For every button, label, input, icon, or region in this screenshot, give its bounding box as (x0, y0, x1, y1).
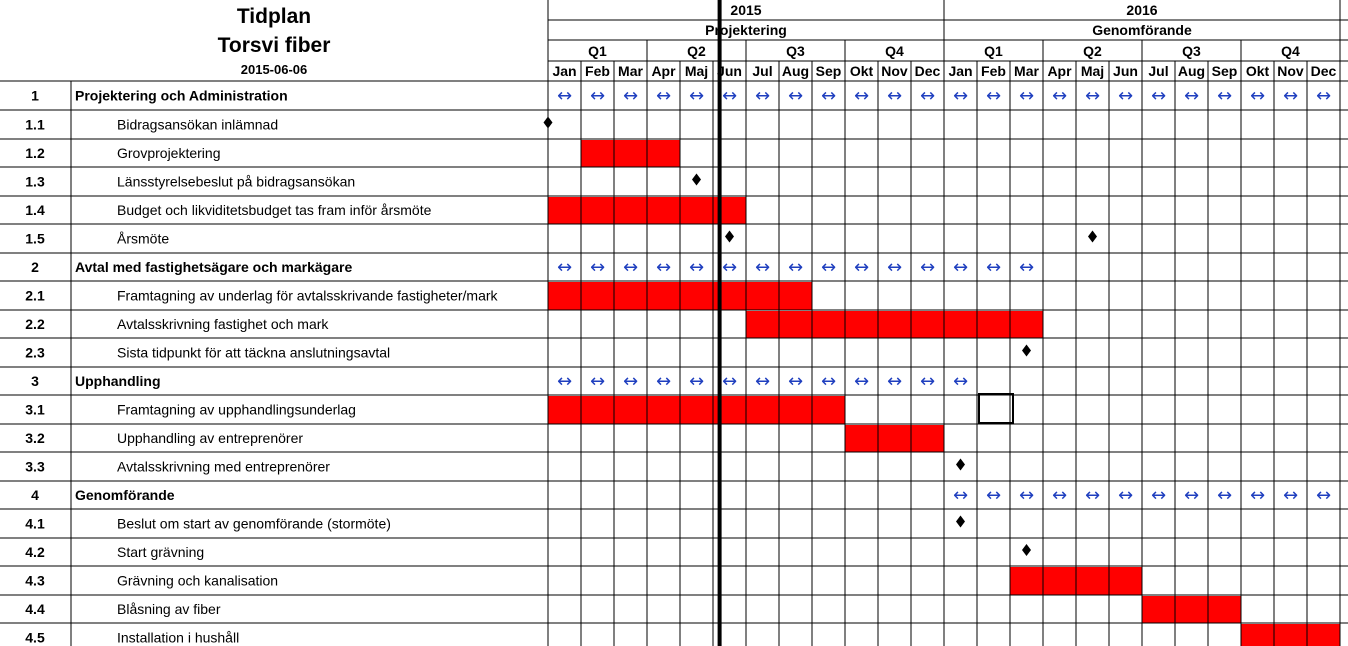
chart-date: 2015-06-06 (240, 62, 308, 77)
quarter-label: Q2 (1083, 43, 1102, 59)
row-id: 4 (31, 487, 39, 503)
span-arrow: ↔ (556, 371, 573, 392)
selected-cell (979, 394, 1013, 423)
month-label: Aug (1177, 63, 1206, 79)
span-arrow: ↔ (820, 371, 837, 392)
span-arrow: ↔ (1084, 85, 1101, 107)
span-arrow: ↔ (688, 257, 705, 278)
quarter-label: Q2 (687, 43, 706, 59)
span-arrow: ↔ (886, 371, 903, 392)
month-label: Nov (1277, 63, 1304, 79)
month-label: Dec (1310, 63, 1337, 79)
milestone-marker (1022, 345, 1031, 357)
span-arrow: ↔ (919, 257, 936, 278)
quarter-label: Q3 (786, 43, 805, 59)
month-label: Jan (552, 63, 577, 79)
row-id: 2 (31, 259, 39, 275)
span-arrow: ↔ (1249, 85, 1266, 107)
row-id: 2.3 (25, 344, 45, 361)
month-label: Sep (1211, 63, 1238, 79)
month-label: Jun (1113, 63, 1138, 79)
milestone-marker (692, 174, 701, 186)
span-arrow: ↔ (655, 257, 672, 278)
span-arrow: ↔ (1051, 485, 1068, 506)
row-id: 1.1 (25, 116, 45, 133)
span-arrow: ↔ (1117, 85, 1134, 107)
span-arrow: ↔ (1150, 85, 1167, 107)
group-label: Upphandling (75, 373, 161, 389)
month-label: Jul (752, 63, 773, 79)
milestone-marker (1088, 231, 1097, 243)
row-id: 2.1 (25, 287, 45, 304)
month-label: Okt (1245, 63, 1270, 79)
span-arrow: ↔ (952, 371, 969, 392)
span-arrow: ↔ (754, 371, 771, 392)
group-label: Genomförande (75, 487, 175, 503)
task-label: Grovprojektering (117, 145, 221, 161)
task-label: Framtagning av upphandlingsunderlag (117, 401, 356, 418)
milestone-marker (956, 459, 965, 471)
group-label: Projektering och Administration (75, 87, 288, 104)
span-arrow: ↔ (1183, 85, 1200, 107)
row-id: 3 (31, 373, 39, 389)
quarter-label: Q4 (885, 43, 904, 59)
span-arrow: ↔ (1249, 485, 1266, 506)
span-arrow: ↔ (886, 257, 903, 278)
milestone-marker (544, 117, 553, 129)
row-id: 2.2 (25, 316, 45, 332)
row-id: 3.2 (25, 430, 45, 446)
span-arrow: ↔ (1018, 85, 1035, 107)
month-label: Jan (948, 63, 973, 79)
span-arrow: ↔ (952, 485, 969, 506)
month-label: Aug (781, 63, 810, 79)
task-bar (1142, 596, 1241, 623)
span-arrow: ↔ (787, 85, 804, 107)
task-label: Sista tidpunkt för att täckna anslutningsavtal (117, 344, 391, 361)
task-bar (581, 140, 680, 167)
phase-label: Projektering (705, 22, 787, 38)
row-id: 4.3 (25, 572, 45, 589)
task-label: Upphandling av entreprenörer (117, 430, 304, 446)
span-arrow: ↔ (1183, 485, 1200, 506)
row-id: 1.5 (25, 230, 45, 247)
span-arrow: ↔ (688, 371, 705, 392)
span-arrow: ↔ (1315, 485, 1332, 506)
span-arrow: ↔ (1018, 257, 1035, 278)
month-label: Apr (651, 63, 676, 79)
milestone-marker (725, 231, 734, 243)
span-arrow: ↔ (1282, 85, 1299, 107)
group-label: Avtal med fastighetsägare och markägare (75, 259, 353, 275)
task-bar (1241, 624, 1340, 646)
row-id: 1.3 (25, 173, 45, 190)
span-arrow: ↔ (853, 257, 870, 278)
span-arrow: ↔ (853, 371, 870, 392)
span-arrow: ↔ (1117, 485, 1134, 506)
span-arrow: ↔ (754, 257, 771, 278)
row-id: 4.5 (25, 629, 45, 646)
task-label: Start grävning (117, 544, 205, 560)
month-label: Nov (881, 63, 908, 79)
chart-title: Tidplan (236, 5, 312, 28)
month-label: Jun (717, 63, 742, 79)
span-arrow: ↔ (886, 85, 903, 107)
task-label: Grävning och kanalisation (117, 572, 279, 589)
span-arrow: ↔ (556, 85, 573, 107)
task-label: Installation i hushåll (117, 629, 240, 646)
quarter-label: Q3 (1182, 43, 1201, 59)
span-arrow: ↔ (622, 257, 639, 278)
row-id: 4.4 (25, 601, 45, 617)
month-label: Maj (1080, 63, 1105, 79)
row-id: 1 (31, 87, 39, 104)
span-arrow: ↔ (1084, 485, 1101, 506)
task-bar (845, 425, 944, 452)
task-bar (746, 311, 1043, 338)
span-arrow: ↔ (1018, 485, 1035, 506)
span-arrow: ↔ (985, 257, 1002, 278)
span-arrow: ↔ (787, 371, 804, 392)
month-label: Dec (914, 63, 941, 79)
task-label: Budget och likviditetsbudget tas fram inför årsmöte (117, 202, 432, 218)
span-arrow: ↔ (919, 85, 936, 107)
month-label: Mar (618, 63, 643, 79)
task-label: Avtalsskrivning fastighet och mark (117, 316, 329, 332)
span-arrow: ↔ (787, 257, 804, 278)
span-arrow: ↔ (820, 257, 837, 278)
span-arrow: ↔ (754, 85, 771, 107)
task-label: Framtagning av underlag för avtalsskrivande fastigheter/mark (117, 287, 498, 304)
task-label: Årsmöte (117, 230, 170, 247)
task-label: Avtalsskrivning med entreprenörer (117, 458, 330, 475)
span-arrow: ↔ (820, 85, 837, 107)
task-label: Beslut om start av genomförande (stormöte) (117, 515, 391, 532)
span-arrow: ↔ (853, 85, 870, 107)
year-label: 2016 (1126, 2, 1158, 18)
span-arrow: ↔ (721, 257, 738, 278)
phase-label: Genomförande (1092, 22, 1192, 38)
span-arrow: ↔ (721, 371, 738, 392)
task-label: Länsstyrelsebeslut på bidragsansökan (117, 173, 356, 190)
row-id: 1.4 (25, 202, 45, 218)
span-arrow: ↔ (589, 371, 606, 392)
row-id: 4.2 (25, 544, 45, 560)
row-id: 3.3 (25, 458, 45, 475)
task-bar (548, 396, 845, 424)
milestone-marker (956, 516, 965, 528)
milestone-marker (1022, 544, 1031, 556)
span-arrow: ↔ (655, 371, 672, 392)
month-label: Mar (1014, 63, 1039, 79)
span-arrow: ↔ (589, 85, 606, 107)
month-label: Apr (1047, 63, 1072, 79)
span-arrow: ↔ (1282, 485, 1299, 506)
row-id: 1.2 (25, 145, 45, 161)
task-label: Bidragsansökan inlämnad (117, 116, 279, 133)
span-arrow: ↔ (1216, 485, 1233, 506)
span-arrow: ↔ (1216, 85, 1233, 107)
span-arrow: ↔ (952, 257, 969, 278)
span-arrow: ↔ (985, 485, 1002, 506)
quarter-label: Q1 (588, 43, 607, 59)
chart-subtitle: Torsvi fiber (217, 34, 331, 57)
year-label: 2015 (730, 2, 762, 18)
span-arrow: ↔ (655, 85, 672, 107)
span-arrow: ↔ (622, 371, 639, 392)
span-arrow: ↔ (952, 85, 969, 107)
span-arrow: ↔ (589, 257, 606, 278)
quarter-label: Q4 (1281, 43, 1300, 59)
span-arrow: ↔ (622, 85, 639, 107)
month-label: Jul (1148, 63, 1169, 79)
span-arrow: ↔ (688, 85, 705, 107)
month-label: Sep (815, 63, 842, 79)
quarter-label: Q1 (984, 43, 1003, 59)
month-label: Feb (981, 63, 1006, 79)
task-label: Blåsning av fiber (117, 601, 221, 617)
span-arrow: ↔ (919, 371, 936, 392)
month-label: Feb (585, 63, 610, 79)
span-arrow: ↔ (1315, 85, 1332, 107)
row-id: 3.1 (25, 401, 45, 418)
span-arrow: ↔ (1150, 485, 1167, 506)
month-label: Okt (849, 63, 874, 79)
month-label: Maj (684, 63, 709, 79)
span-arrow: ↔ (556, 257, 573, 278)
span-arrow: ↔ (985, 85, 1002, 107)
span-arrow: ↔ (1051, 85, 1068, 107)
row-id: 4.1 (25, 515, 45, 532)
span-arrow: ↔ (721, 85, 738, 107)
